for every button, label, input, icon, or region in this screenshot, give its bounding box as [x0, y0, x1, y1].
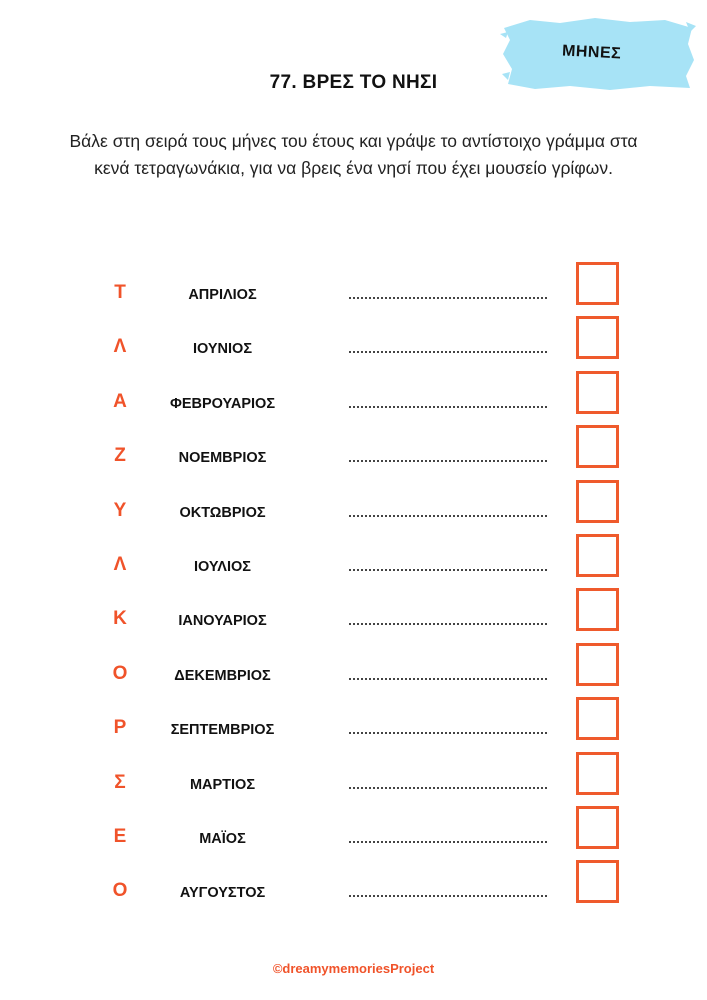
answer-line[interactable]: [349, 406, 547, 408]
row-month: ΟΚΤΩΒΡΙΟΣ: [179, 504, 266, 521]
puzzle-row: [0, 858, 707, 912]
answer-line[interactable]: [349, 515, 547, 517]
puzzle-row: [0, 750, 707, 804]
puzzle-row: [0, 532, 707, 586]
answer-box[interactable]: [576, 316, 619, 359]
answer-line[interactable]: [349, 460, 547, 462]
puzzle-rows: [0, 260, 707, 913]
instructions-text: Βάλε στη σειρά τους μήνες του έτους και γράψε το αντίστοιχο γράμμα στα κενά τετραγωνάκια, για να βρεις ένα νησί που έχει μουσείο γρίφων.: [69, 131, 638, 178]
row-month: ΙΟΥΛΙΟΣ: [194, 558, 251, 575]
section-tag-label: ΜΗΝΕΣ: [561, 42, 622, 63]
row-letter: Α: [113, 390, 127, 412]
row-letter: Ο: [112, 880, 128, 902]
answer-line[interactable]: [349, 569, 547, 571]
answer-line[interactable]: [349, 351, 547, 353]
puzzle-row: [0, 478, 707, 532]
row-letter: Ρ: [113, 717, 127, 739]
answer-box[interactable]: [576, 752, 619, 795]
row-month: ΝΟΕΜΒΡΙΟΣ: [178, 450, 267, 467]
row-month: ΜΑΡΤΙΟΣ: [189, 776, 256, 793]
answer-line[interactable]: [349, 297, 547, 299]
row-letter: Ε: [113, 825, 127, 847]
answer-box[interactable]: [576, 534, 619, 577]
answer-line[interactable]: [349, 732, 547, 734]
puzzle-row: [0, 314, 707, 368]
row-month: ΦΕΒΡΟΥΑΡΙΟΣ: [169, 395, 276, 412]
answer-box[interactable]: [576, 425, 619, 468]
puzzle-row: [0, 695, 707, 749]
puzzle-row: [0, 804, 707, 858]
row-letter: Ζ: [114, 445, 126, 467]
row-month: ΔΕΚΕΜΒΡΙΟΣ: [174, 667, 271, 684]
answer-box[interactable]: [576, 480, 619, 523]
answer-box[interactable]: [576, 371, 619, 414]
row-letter: Τ: [114, 282, 126, 303]
row-month: ΜΑΪΟΣ: [199, 830, 246, 847]
puzzle-row: [0, 369, 707, 423]
puzzle-row: [0, 423, 707, 477]
puzzle-row: [0, 260, 707, 314]
page-title: 77. ΒΡΕΣ ΤΟ ΝΗΣΙ: [269, 72, 438, 93]
row-month: ΙΑΝΟΥΑΡΙΟΣ: [178, 613, 267, 630]
answer-box[interactable]: [576, 588, 619, 631]
footer-credit: ©dreamymemoriesProject: [272, 961, 435, 976]
answer-box[interactable]: [576, 860, 619, 903]
answer-line[interactable]: [349, 841, 547, 843]
row-month: ΑΠΡΙΛΙΟΣ: [188, 287, 257, 303]
answer-box[interactable]: [576, 806, 619, 849]
row-month: ΣΕΠΤΕΜΒΡΙΟΣ: [170, 722, 275, 739]
row-letter: Ο: [112, 662, 128, 684]
answer-box[interactable]: [576, 262, 619, 305]
puzzle-row: [0, 586, 707, 640]
answer-line[interactable]: [349, 895, 547, 897]
row-letter: Λ: [113, 336, 127, 358]
row-month: ΑΥΓΟΥΣΤΟΣ: [179, 885, 266, 902]
answer-line[interactable]: [349, 678, 547, 680]
row-letter: Κ: [113, 608, 127, 630]
row-month: ΙΟΥΝΙΟΣ: [192, 341, 253, 358]
answer-box[interactable]: [576, 697, 619, 740]
answer-box[interactable]: [576, 643, 619, 686]
row-letter: Υ: [113, 499, 127, 521]
answer-line[interactable]: [349, 623, 547, 625]
row-letter: Σ: [114, 771, 126, 793]
answer-line[interactable]: [349, 787, 547, 789]
puzzle-row: [0, 641, 707, 695]
row-letter: Λ: [113, 553, 127, 575]
